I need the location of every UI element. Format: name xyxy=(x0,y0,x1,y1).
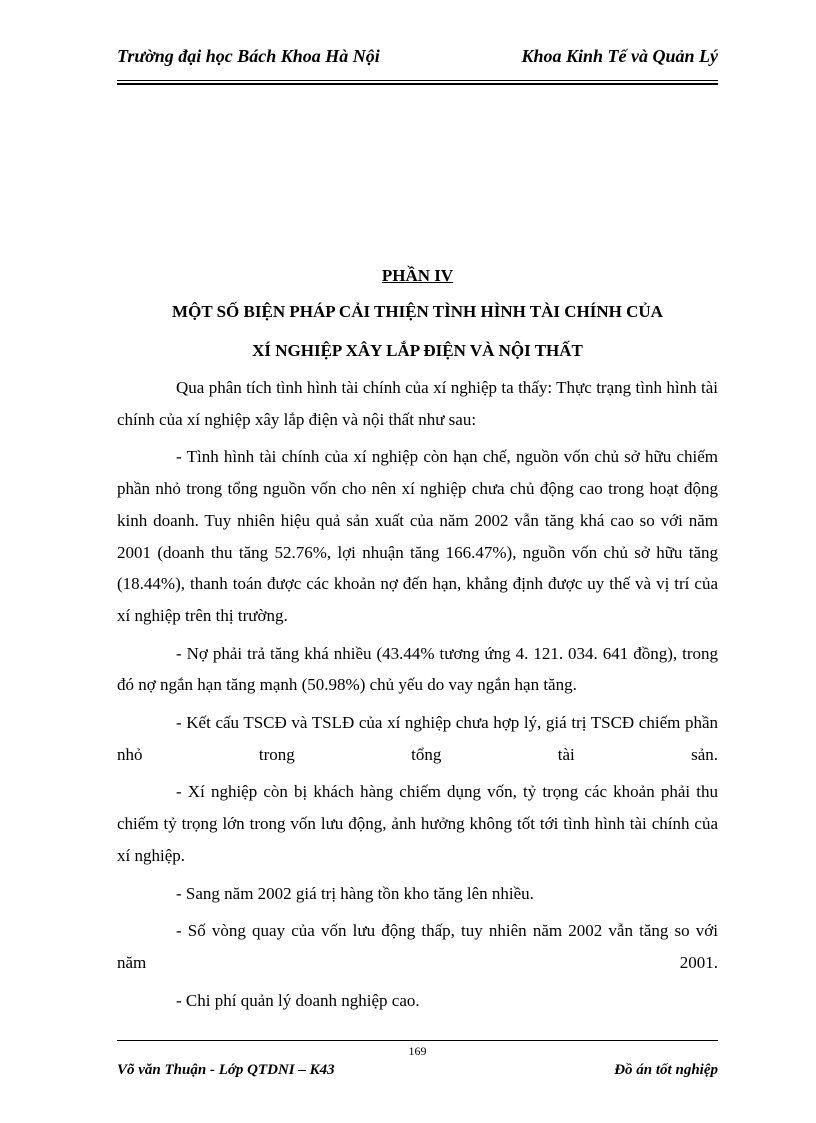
header-rule-top xyxy=(117,80,718,81)
paragraph-financial-status: - Tình hình tài chính của xí nghiệp còn hạn chế, nguồn vốn chủ sở hữu chiếm phần nhỏ trong tổng nguồn vốn cho nên xí nghiệp chưa chủ động cao trong hoạt động kinh doanh. Tuy nhiên hiệu quả sản xuất của năm 2002 vẫn tăng khá cao so với năm 2001 (doanh thu tăng 52.76%, lợi nhuận tăng 166.47%), nguồn vốn chủ sở hữu tăng (18.44%), thanh toán được các khoản nợ đến hạn, khẳng định được uy thế và vị trí của xí nghiệp trên thị trường. xyxy=(117,447,718,625)
section-title-line-1: MỘT SỐ BIỆN PHÁP CẢI THIỆN TÌNH HÌNH TÀI CHÍNH CỦA xyxy=(172,302,663,321)
paragraph-liabilities: - Nợ phải trả tăng khá nhiều (43.44% tương ứng 4. 121. 034. 641 đồng), trong đó nợ ngắn hạn tăng mạnh (50.98%) chủ yếu do vay ngắn hạn tăng. xyxy=(117,643,718,695)
page-header xyxy=(117,46,718,80)
paragraph-asset-structure: - Kết cấu TSCĐ và TSLĐ của xí nghiệp chưa hợp lý, giá trị TSCĐ chiếm phần nhỏ trong tổng tài sản. xyxy=(117,713,718,764)
footer-document-type: Đồ án tốt nghiệp xyxy=(614,1062,718,1078)
section-title-line-2: XÍ NGHIỆP XÂY LẮP ĐIỆN VÀ NỘI THẤT xyxy=(252,341,583,360)
header-faculty: Khoa Kinh Tế và Quản Lý xyxy=(521,46,718,66)
page-number: 169 xyxy=(408,1044,427,1058)
page-footer xyxy=(117,1062,718,1079)
paragraph-inventory: - Sang năm 2002 giá trị hàng tồn kho tăng lên nhiều. xyxy=(176,883,534,903)
part-title: PHẦN IV xyxy=(381,266,454,285)
paragraph-working-capital: - Số vòng quay của vốn lưu động thấp, tuy nhiên năm 2002 vẫn tăng so với năm 2001. xyxy=(117,921,718,972)
header-rule-bottom xyxy=(117,83,718,85)
footer-author: Võ văn Thuận - Lớp QTDNI – K43 xyxy=(117,1062,335,1078)
paragraph-admin-costs: - Chi phí quản lý doanh nghiệp cao. xyxy=(176,990,420,1010)
header-university: Trường đại học Bách Khoa Hà Nội xyxy=(117,46,380,66)
body-text xyxy=(117,372,718,1022)
paragraph-intro: Qua phân tích tình hình tài chính của xí nghiệp ta thấy: Thực trạng tình hình tài chính của xí nghiệp xây lắp điện và nội thất như sau: xyxy=(117,378,718,429)
footer-rule xyxy=(117,1040,718,1041)
paragraph-receivables: - Xí nghiệp còn bị khách hàng chiếm dụng vốn, tỷ trọng các khoản phải thu chiếm tỷ trọng lớn trong vốn lưu động, ảnh hưởng không tốt tới tình hình tài chính của xí nghiệp. xyxy=(117,782,718,865)
